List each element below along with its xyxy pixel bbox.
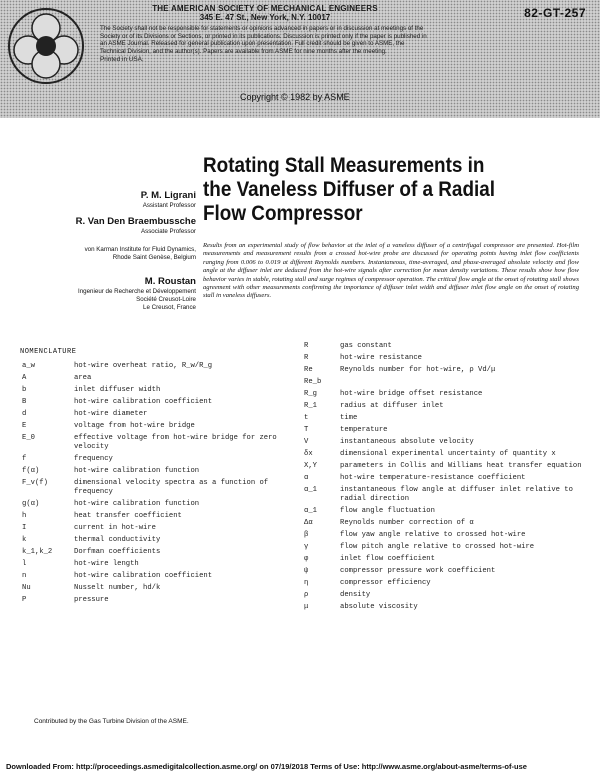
nomenclature-row bbox=[304, 426, 589, 435]
nomenclature-definition: dimensional experimental uncertainty of quantity x bbox=[340, 450, 556, 458]
nomenclature-symbol: b bbox=[22, 386, 27, 394]
nomenclature-row bbox=[304, 567, 589, 576]
nomenclature-definition: effective voltage from hot-wire bridge for zero velocity bbox=[74, 434, 277, 451]
nomenclature-definition: hot-wire calibration coefficient bbox=[74, 572, 213, 580]
nomenclature-definition: density bbox=[340, 591, 371, 599]
nomenclature-left-column bbox=[22, 362, 290, 608]
nomenclature-definition: dimensional velocity spectra as a function of frequency bbox=[74, 479, 269, 496]
nomenclature-definition: hot-wire overheat ratio, R_w/R_g bbox=[74, 362, 213, 370]
title-line: Flow Compressor bbox=[203, 202, 363, 225]
asme-logo-icon bbox=[6, 6, 86, 86]
nomenclature-definition: inlet diffuser width bbox=[74, 386, 161, 394]
nomenclature-symbol: Δα bbox=[304, 519, 313, 527]
nomenclature-definition: instantaneous flow angle at diffuser inlet relative to radial direction bbox=[340, 486, 573, 503]
nomenclature-definition: radius at diffuser inlet bbox=[340, 402, 444, 410]
nomenclature-definition: instantaneous absolute velocity bbox=[340, 438, 474, 446]
nomenclature-row bbox=[304, 414, 589, 423]
nomenclature-row bbox=[304, 378, 589, 387]
nomenclature-definition: hot-wire bridge offset resistance bbox=[340, 390, 483, 398]
nomenclature-definition: area bbox=[74, 374, 92, 382]
author-affiliation: von Karman Institute for Fluid Dynamics, bbox=[84, 246, 196, 253]
nomenclature-symbol: t bbox=[304, 414, 309, 422]
nomenclature-symbol: d bbox=[22, 410, 27, 418]
nomenclature-heading: NOMENCLATURE bbox=[20, 348, 77, 356]
nomenclature-definition: time bbox=[340, 414, 358, 422]
nomenclature-symbol: α_1 bbox=[304, 486, 317, 494]
nomenclature-symbol: R bbox=[304, 342, 309, 350]
nomenclature-symbol: E_0 bbox=[22, 434, 35, 442]
nomenclature-symbol: β bbox=[304, 531, 309, 539]
org-address: 345 E. 47 St., New York, N.Y. 10017 bbox=[199, 12, 331, 22]
nomenclature-row bbox=[304, 531, 589, 540]
nomenclature-symbol: k_1,k_2 bbox=[22, 548, 53, 556]
download-footer: Downloaded From: http://proceedings.asmedigitalcollection.asme.org/ on 07/19/2018 Terms of Use: http://www.asme.org/about-asme/terms-of-use bbox=[6, 762, 527, 771]
nomenclature-row bbox=[22, 386, 290, 395]
nomenclature-symbol: η bbox=[304, 579, 309, 587]
nomenclature-row bbox=[22, 422, 290, 431]
nomenclature-symbol: E bbox=[22, 422, 27, 430]
nomenclature-row bbox=[22, 512, 290, 521]
nomenclature-row bbox=[304, 519, 589, 528]
conference-header bbox=[0, 0, 600, 118]
nomenclature-symbol: h bbox=[22, 512, 27, 520]
nomenclature-row bbox=[22, 560, 290, 569]
nomenclature-row bbox=[22, 434, 290, 452]
author-name: R. Van Den Braembussche bbox=[75, 216, 196, 227]
nomenclature-row bbox=[304, 366, 589, 375]
author-list bbox=[0, 184, 196, 312]
nomenclature-row bbox=[304, 450, 589, 459]
author-name: P. M. Ligrani bbox=[140, 190, 196, 201]
nomenclature-symbol: F_v(f) bbox=[22, 479, 48, 487]
nomenclature-row bbox=[22, 572, 290, 581]
nomenclature-symbol: R_1 bbox=[304, 402, 317, 410]
nomenclature-definition bbox=[340, 378, 589, 387]
nomenclature-symbol: g(α) bbox=[22, 500, 40, 508]
nomenclature-definition: hot-wire calibration function bbox=[74, 500, 200, 508]
nomenclature-row bbox=[22, 584, 290, 593]
header-text bbox=[100, 5, 430, 65]
contributed-note: Contributed by the Gas Turbine Division of the ASME. bbox=[34, 718, 189, 725]
nomenclature-symbol: R_g bbox=[304, 390, 317, 398]
nomenclature-row bbox=[304, 402, 589, 411]
nomenclature-symbol: μ bbox=[304, 603, 309, 611]
nomenclature-row bbox=[304, 555, 589, 564]
nomenclature-definition: Nusselt number, hd/k bbox=[74, 584, 161, 592]
nomenclature-definition: thermal conductivity bbox=[74, 536, 161, 544]
nomenclature-symbol: ρ bbox=[304, 591, 309, 599]
nomenclature-definition: hot-wire calibration coefficient bbox=[74, 398, 213, 406]
abstract: Results from an experimental study of flow behavior at the inlet of a vaneless diffuser of a centrifugal compressor are presented. Hot-film measurements and measurement results from a crossed hot-wire probe are discussed for operating points having inlet flow coefficients ranging from 0.006 to 0.019 at different Reynolds numbers. Instantaneous, time-averaged, and phase-averaged absolute velocity and flow angle at the diffuser inlet are deduced from the hot-wire signals after correction for mean density variations. These results show how flow behavior varies in stable, rotating stall and surge regimes of compressor operation. The critical flow angle at the onset of rotating stall shows agreement with other measurements confirming the importance of diffuser inlet width and diffuser inlet flow angle on the onset of rotating stall in vaneless diffusers. bbox=[203, 242, 579, 300]
nomenclature-row bbox=[304, 342, 589, 351]
nomenclature-row bbox=[304, 486, 589, 504]
nomenclature-definition: hot-wire resistance bbox=[340, 354, 422, 362]
copyright: Copyright © 1982 by ASME bbox=[240, 92, 350, 102]
nomenclature-definition: hot-wire diameter bbox=[74, 410, 148, 418]
nomenclature-definition: hot-wire temperature-resistance coefficient bbox=[340, 474, 526, 482]
nomenclature-row bbox=[22, 479, 290, 497]
nomenclature-row bbox=[22, 398, 290, 407]
nomenclature-row bbox=[304, 474, 589, 483]
nomenclature-definition: hot-wire length bbox=[74, 560, 139, 568]
nomenclature-symbol: V bbox=[304, 438, 309, 446]
nomenclature-row bbox=[22, 536, 290, 545]
nomenclature-definition: pressure bbox=[74, 596, 109, 604]
nomenclature-definition: Reynolds number correction of α bbox=[340, 519, 474, 527]
nomenclature-row bbox=[304, 390, 589, 399]
nomenclature-row bbox=[304, 507, 589, 516]
nomenclature-symbol: X,Y bbox=[304, 462, 317, 470]
nomenclature-row bbox=[304, 462, 589, 471]
nomenclature-definition: flow angle fluctuation bbox=[340, 507, 435, 515]
nomenclature-symbol: f(α) bbox=[22, 467, 40, 475]
nomenclature-definition: compressor efficiency bbox=[340, 579, 431, 587]
nomenclature-symbol: B bbox=[22, 398, 27, 406]
nomenclature-definition: hot-wire calibration function bbox=[74, 467, 200, 475]
nomenclature-symbol: Re bbox=[304, 366, 313, 374]
author-name: M. Roustan bbox=[144, 276, 196, 287]
title-line: the Vaneless Diffuser of a Radial bbox=[203, 178, 496, 201]
disclaimer: The Society shall not be responsible for statements or opinions advanced in papers or in discussion at meetings of the Society or of its Divisions or Sections, or printed in its publications. Discussion is printed only if the paper is published in an ASME Journal. Released for general publication upon presentation. Full credit should be given to ASME, the Technical Division, and the author(s). Papers are available from ASME for nine months after the meeting. bbox=[100, 25, 427, 55]
nomenclature-symbol: l bbox=[22, 560, 27, 568]
nomenclature-definition: temperature bbox=[340, 426, 388, 434]
nomenclature-row bbox=[22, 467, 290, 476]
nomenclature-symbol: ψ bbox=[304, 567, 309, 575]
nomenclature-definition: heat transfer coefficient bbox=[74, 512, 182, 520]
nomenclature-symbol: I bbox=[22, 524, 27, 532]
nomenclature-definition: Dorfman coefficients bbox=[74, 548, 161, 556]
nomenclature-definition: absolute viscosity bbox=[340, 603, 418, 611]
nomenclature-right-column bbox=[304, 342, 589, 615]
nomenclature-symbol: Re_b bbox=[304, 378, 322, 386]
nomenclature-definition: frequency bbox=[74, 455, 113, 463]
nomenclature-symbol: α_1 bbox=[304, 507, 317, 515]
nomenclature-definition: parameters in Collis and Williams heat transfer equation bbox=[340, 462, 582, 470]
nomenclature-symbol: A bbox=[22, 374, 27, 382]
nomenclature-symbol: T bbox=[304, 426, 309, 434]
nomenclature-row bbox=[22, 500, 290, 509]
nomenclature-symbol: Nu bbox=[22, 584, 31, 592]
nomenclature-row bbox=[304, 543, 589, 552]
nomenclature-symbol: φ bbox=[304, 555, 309, 563]
title-line: Rotating Stall Measurements in bbox=[203, 154, 485, 177]
nomenclature-definition: compressor pressure work coefficient bbox=[340, 567, 496, 575]
nomenclature-definition: current in hot-wire bbox=[74, 524, 156, 532]
author-affiliation: Assistant Professor bbox=[142, 202, 196, 209]
nomenclature-symbol: k bbox=[22, 536, 27, 544]
nomenclature-definition: Reynolds number for hot-wire, ρ Vd/μ bbox=[340, 366, 496, 374]
nomenclature-row bbox=[304, 354, 589, 363]
nomenclature-symbol: P bbox=[22, 596, 27, 604]
paper-title bbox=[203, 154, 536, 226]
author-affiliation: Le Creusot, France bbox=[143, 304, 196, 311]
author-affiliation: Société Creusot-Loire bbox=[136, 296, 196, 303]
nomenclature-symbol: f bbox=[22, 455, 27, 463]
nomenclature-row bbox=[22, 362, 290, 371]
nomenclature-definition: flow pitch angle relative to crossed hot-wire bbox=[340, 543, 535, 551]
nomenclature-row bbox=[304, 603, 589, 612]
nomenclature-row bbox=[22, 455, 290, 464]
author-affiliation: Ingenieur de Recherche et Développement bbox=[78, 288, 196, 295]
nomenclature-definition: voltage from hot-wire bridge bbox=[74, 422, 195, 430]
nomenclature-definition: inlet flow coefficient bbox=[340, 555, 435, 563]
nomenclature-definition: gas constant bbox=[340, 342, 392, 350]
nomenclature-symbol: δx bbox=[304, 450, 313, 458]
nomenclature-symbol: a_w bbox=[22, 362, 35, 370]
nomenclature-row bbox=[22, 596, 290, 605]
nomenclature-row bbox=[22, 548, 290, 557]
nomenclature-symbol: n bbox=[22, 572, 27, 580]
nomenclature-row bbox=[304, 438, 589, 447]
nomenclature-symbol: α bbox=[304, 474, 309, 482]
nomenclature-symbol: R bbox=[304, 354, 309, 362]
org-name: THE AMERICAN SOCIETY OF MECHANICAL ENGINEERS bbox=[152, 4, 378, 13]
nomenclature-symbol: γ bbox=[304, 543, 309, 551]
paper-id: 82-GT-257 bbox=[524, 6, 586, 20]
nomenclature-row bbox=[304, 591, 589, 600]
nomenclature-row bbox=[22, 524, 290, 533]
nomenclature-row bbox=[22, 410, 290, 419]
author-affiliation: Rhode Saint Genèse, Belgium bbox=[112, 254, 196, 261]
nomenclature-row bbox=[22, 374, 290, 383]
nomenclature-definition: flow yaw angle relative to crossed hot-wire bbox=[340, 531, 526, 539]
nomenclature-row bbox=[304, 579, 589, 588]
author-affiliation: Associate Professor bbox=[140, 228, 196, 235]
printed-in: Printed in USA. bbox=[100, 56, 144, 64]
